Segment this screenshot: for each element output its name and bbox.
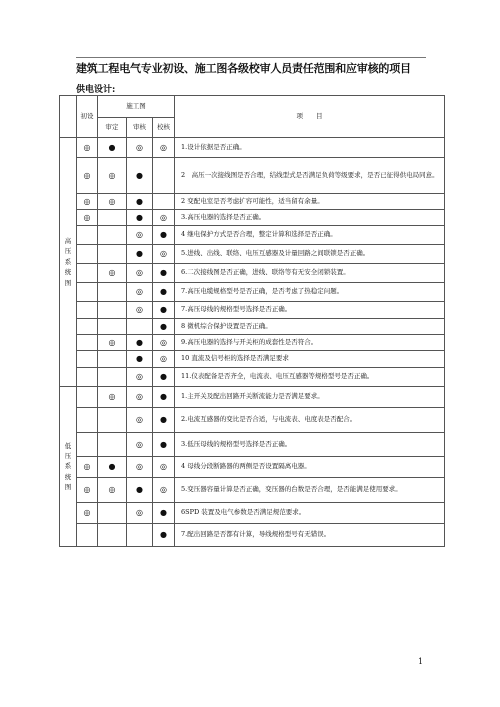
table-row: [60, 226, 445, 245]
audit-mark: ◎: [127, 226, 153, 245]
review-mark: ◎: [98, 264, 127, 283]
title-rule: [76, 57, 426, 58]
header-audit: 审核: [127, 118, 153, 138]
preliminary-mark: [77, 226, 98, 245]
preliminary-mark: [77, 351, 98, 368]
header-construction: 施工图: [98, 96, 175, 118]
table-row: [60, 408, 445, 433]
review-mark: [98, 226, 127, 245]
table-row: [60, 351, 445, 368]
preliminary-mark: ◎: [77, 138, 98, 158]
check-mark: ●: [153, 503, 175, 524]
group-label: 高 压 系 统 图: [60, 138, 77, 387]
audit-mark: ●: [127, 351, 153, 368]
check-mark: ◎: [153, 478, 175, 503]
check-mark: ●: [153, 387, 175, 408]
preliminary-mark: [77, 368, 98, 387]
preliminary-mark: ◎: [77, 210, 98, 226]
check-mark: ●: [153, 264, 175, 283]
item-text: 1.主开关及配出回路开关断流能力是否满足要求。: [175, 387, 445, 408]
table-body: [60, 138, 445, 547]
check-mark: ●: [153, 302, 175, 319]
audit-mark: [127, 524, 153, 547]
check-mark: ◎: [153, 457, 175, 478]
item-text: 7.高压电缆规格型号是否正确，是否考虑了热稳定问题。: [175, 283, 445, 302]
audit-mark: ●: [127, 194, 153, 210]
item-text: 6.二次接线图是否正确，进线、联络等有无安全闭锁装置。: [175, 264, 445, 283]
preliminary-mark: ◎: [77, 194, 98, 210]
item-text: 5.变压器容量计算是否正确，变压器的台数是否合理，是否能满足使用要求。: [175, 478, 445, 503]
item-text: 5.进线、出线、联络、电压互感器及计量回路之间联锁是否正确。: [175, 245, 445, 264]
preliminary-mark: ◎: [77, 478, 98, 503]
table-row: [60, 245, 445, 264]
review-mark: ●: [98, 457, 127, 478]
preliminary-mark: ◎: [77, 457, 98, 478]
item-text: 1.设计依据是否正确。: [175, 138, 445, 158]
preliminary-mark: [77, 408, 98, 433]
item-text: 11.仪表配备是否齐全，电流表、电压互感器等规格型号是否正确。: [175, 368, 445, 387]
preliminary-mark: [77, 283, 98, 302]
preliminary-mark: ◎: [77, 503, 98, 524]
audit-mark: ◎: [127, 503, 153, 524]
preliminary-mark: [77, 302, 98, 319]
check-mark: ●: [153, 408, 175, 433]
review-mark: ◎: [98, 335, 127, 351]
header-row-top: [60, 96, 445, 118]
table-row: [60, 433, 445, 457]
item-text: 6SPD 装置及电气参数是否满足规范要求。: [175, 503, 445, 524]
item-text: 8 微机综合保护设置是否正确。: [175, 319, 445, 335]
review-mark: [98, 524, 127, 547]
group-label: 低 压 系 统 图: [60, 387, 77, 547]
check-mark: ●: [153, 433, 175, 457]
check-mark: ◎: [153, 351, 175, 368]
check-mark: ●: [153, 524, 175, 547]
header-item: 项 目: [175, 96, 445, 138]
review-mark: [98, 245, 127, 264]
review-mark: ◎: [98, 158, 127, 194]
audit-mark: ◎: [127, 138, 153, 158]
item-text: 2.电流互感器的变比是否合适，与电流表、电度表是否配合。: [175, 408, 445, 433]
table-row: [60, 368, 445, 387]
table-row: [60, 302, 445, 319]
header-review: 审定: [98, 118, 127, 138]
table-row: [60, 335, 445, 351]
preliminary-mark: [77, 387, 98, 408]
table-row: [60, 138, 445, 158]
review-mark: ◎: [98, 194, 127, 210]
audit-mark: ◎: [127, 368, 153, 387]
check-mark: ●: [153, 226, 175, 245]
check-mark: ●: [153, 319, 175, 335]
review-mark: [98, 319, 127, 335]
table-row: [60, 478, 445, 503]
item-text: 7.高压母线的规格型号选择是否正确。: [175, 302, 445, 319]
audit-mark: ◎: [127, 457, 153, 478]
review-mark: [98, 351, 127, 368]
review-mark: [98, 368, 127, 387]
review-mark: [98, 302, 127, 319]
table-row: [60, 503, 445, 524]
table-row: [60, 158, 445, 194]
table-row: [60, 457, 445, 478]
review-mark: ●: [98, 138, 127, 158]
review-mark: [98, 283, 127, 302]
item-text: 3.高压电器的选择是否正确。: [175, 210, 445, 226]
review-mark: [98, 210, 127, 226]
check-mark: [153, 158, 175, 194]
item-text: 3.低压母线的规格型号选择是否正确。: [175, 433, 445, 457]
check-mark: ◎: [153, 335, 175, 351]
header-preliminary: 初设: [77, 96, 98, 138]
review-table: [59, 95, 445, 547]
audit-mark: ●: [127, 158, 153, 194]
table-row: [60, 283, 445, 302]
preliminary-mark: [77, 524, 98, 547]
audit-mark: [127, 319, 153, 335]
audit-mark: ●: [127, 478, 153, 503]
review-mark: [98, 408, 127, 433]
audit-mark: ◎: [127, 387, 153, 408]
item-text: 4 继电保护方式是否合理，整定计算和选择是否正确。: [175, 226, 445, 245]
preliminary-mark: [77, 245, 98, 264]
item-text: 7.配出回路是否都有计算，导线规格型号有无错误。: [175, 524, 445, 547]
preliminary-mark: ◎: [77, 158, 98, 194]
preliminary-mark: [77, 433, 98, 457]
item-text: 2 变配电室是否考虑扩容可能性，适当留有余量。: [175, 194, 445, 210]
preliminary-mark: [77, 264, 98, 283]
section-subtitle: 供电设计:: [76, 85, 116, 95]
review-mark: ◎: [98, 387, 127, 408]
check-mark: ◎: [153, 210, 175, 226]
check-mark: [153, 194, 175, 210]
preliminary-mark: [77, 319, 98, 335]
item-text: 4 母线分段断路器的两侧是否设置隔离电器。: [175, 457, 445, 478]
page-number: 1: [418, 657, 424, 666]
page-title: 建筑工程电气专业初设、施工图各级校审人员责任范围和应审核的项目: [76, 62, 411, 75]
audit-mark: ●: [127, 210, 153, 226]
review-mark: ◎: [98, 478, 127, 503]
table-row: [60, 194, 445, 210]
table-row: [60, 264, 445, 283]
audit-mark: ◎: [127, 408, 153, 433]
header-blank: [60, 96, 77, 138]
audit-mark: ◎: [127, 264, 153, 283]
table-row: [60, 387, 445, 408]
item-text: 2 高压一次接线图是否合理，结线型式是否满足负荷等级要求，是否已征得供电局同意。: [175, 158, 445, 194]
check-mark: ◎: [153, 245, 175, 264]
audit-mark: ◎: [127, 433, 153, 457]
audit-mark: ●: [127, 245, 153, 264]
audit-mark: ◎: [127, 283, 153, 302]
check-mark: ●: [153, 283, 175, 302]
header-check: 校核: [153, 118, 175, 138]
table-row: [60, 524, 445, 547]
table-row: [60, 319, 445, 335]
review-mark: [98, 433, 127, 457]
item-text: 10 直流及信号柜的选择是否满足要求: [175, 351, 445, 368]
table-row: [60, 210, 445, 226]
audit-mark: ●: [127, 335, 153, 351]
preliminary-mark: [77, 335, 98, 351]
item-text: 9.高压电器的选择与开关柜的成套性是否符合。: [175, 335, 445, 351]
audit-mark: ◎: [127, 302, 153, 319]
check-mark: ◎: [153, 138, 175, 158]
review-mark: [98, 503, 127, 524]
check-mark: ●: [153, 368, 175, 387]
